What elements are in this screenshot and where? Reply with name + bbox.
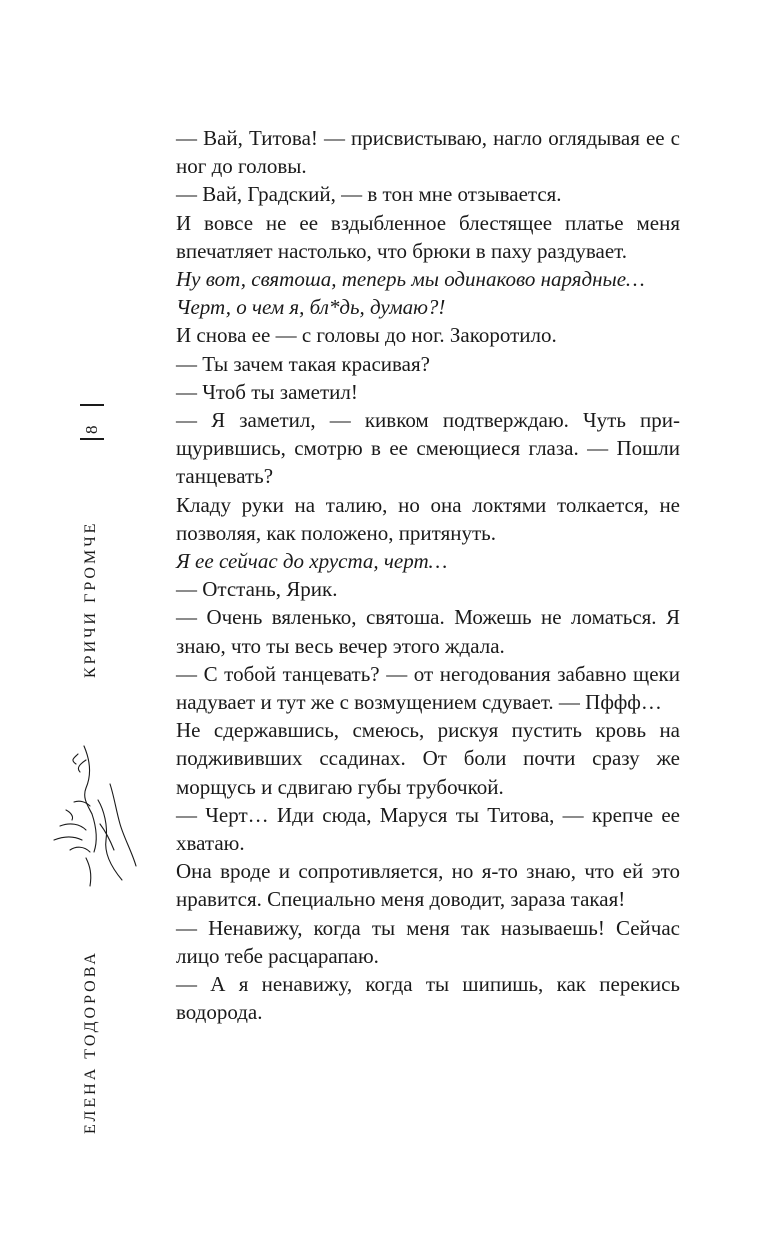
paragraph: — Ты зачем такая красивая? (176, 351, 430, 376)
book-title: КРИЧИ ГРОМЧЕ (82, 520, 99, 678)
book-author: ЕЛЕНА ТОДОРОВА (82, 950, 99, 1134)
paragraph: — С тобой танцевать? — от негодования забавно щеки надувает и тут же с возмущением сдувает. — Пффф… (176, 661, 680, 715)
paragraph: — Очень вяленько, святоша. Можешь не ломаться. Я знаю, что ты весь вечер этого ждала. (176, 605, 680, 658)
paragraph: — Чтоб ты заметил! (176, 379, 358, 404)
paragraph: Она вроде и сопротивляется, но я-то знаю, что ей это нравится. Специально меня доводит, зараза такая! (176, 859, 680, 912)
page-number (80, 404, 102, 438)
paragraph: — Я заметил, — кивком подтверждаю. Чуть прищурившись, смотрю в ее смеющиеся глаза. — Пошли танцевать? (176, 408, 680, 489)
page-number-rule-top (80, 404, 104, 406)
paragraph: Кладу руки на талию, но она локтями толкается, не позволяя, как положено, притянуть. (176, 492, 680, 545)
paragraph: Не сдержавшись, смеюсь, рискуя пустить кровь на поджививших ссадинах. От боли почти сразу же морщусь и сдвигаю губы трубочкой. (176, 718, 680, 799)
paragraph: — Вай, Градский, — в тон мне отзывается. (176, 182, 562, 207)
paragraph: — Ненавижу, когда ты меня так называешь! Сейчас лицо тебе расцарапаю. (176, 915, 680, 968)
couple-sketch-illustration (40, 740, 140, 890)
paragraph: — Отстань, Ярик. (176, 577, 338, 602)
paragraph: И снова ее — с головы до ног. Закоротило. (176, 323, 557, 348)
body-text (176, 124, 680, 1027)
paragraph-italic: Черт, о чем я, бл*дь, думаю?! (176, 295, 446, 320)
paragraph: — Черт… Иди сюда, Маруся ты Титова, — крепче ее хватаю. (176, 802, 680, 856)
paragraph-italic: Ну вот, святоша, теперь мы одинаково нарядные… (176, 267, 645, 292)
paragraph-italic: Я ее сейчас до хруста, черт… (176, 549, 448, 574)
page-number-rule-bottom (80, 438, 104, 440)
paragraph: — Вай, Титова! — присвистываю, нагло оглядывая ее с ног до головы. (176, 126, 680, 179)
page-number-text: 8 (82, 423, 101, 434)
paragraph: И вовсе не ее вздыбленное блестящее платье меня впечатляет настолько, что брюки в паху раздувает. (176, 210, 680, 263)
paragraph: — А я ненавижу, когда ты шипишь, как перекись водорода. (176, 972, 680, 1025)
